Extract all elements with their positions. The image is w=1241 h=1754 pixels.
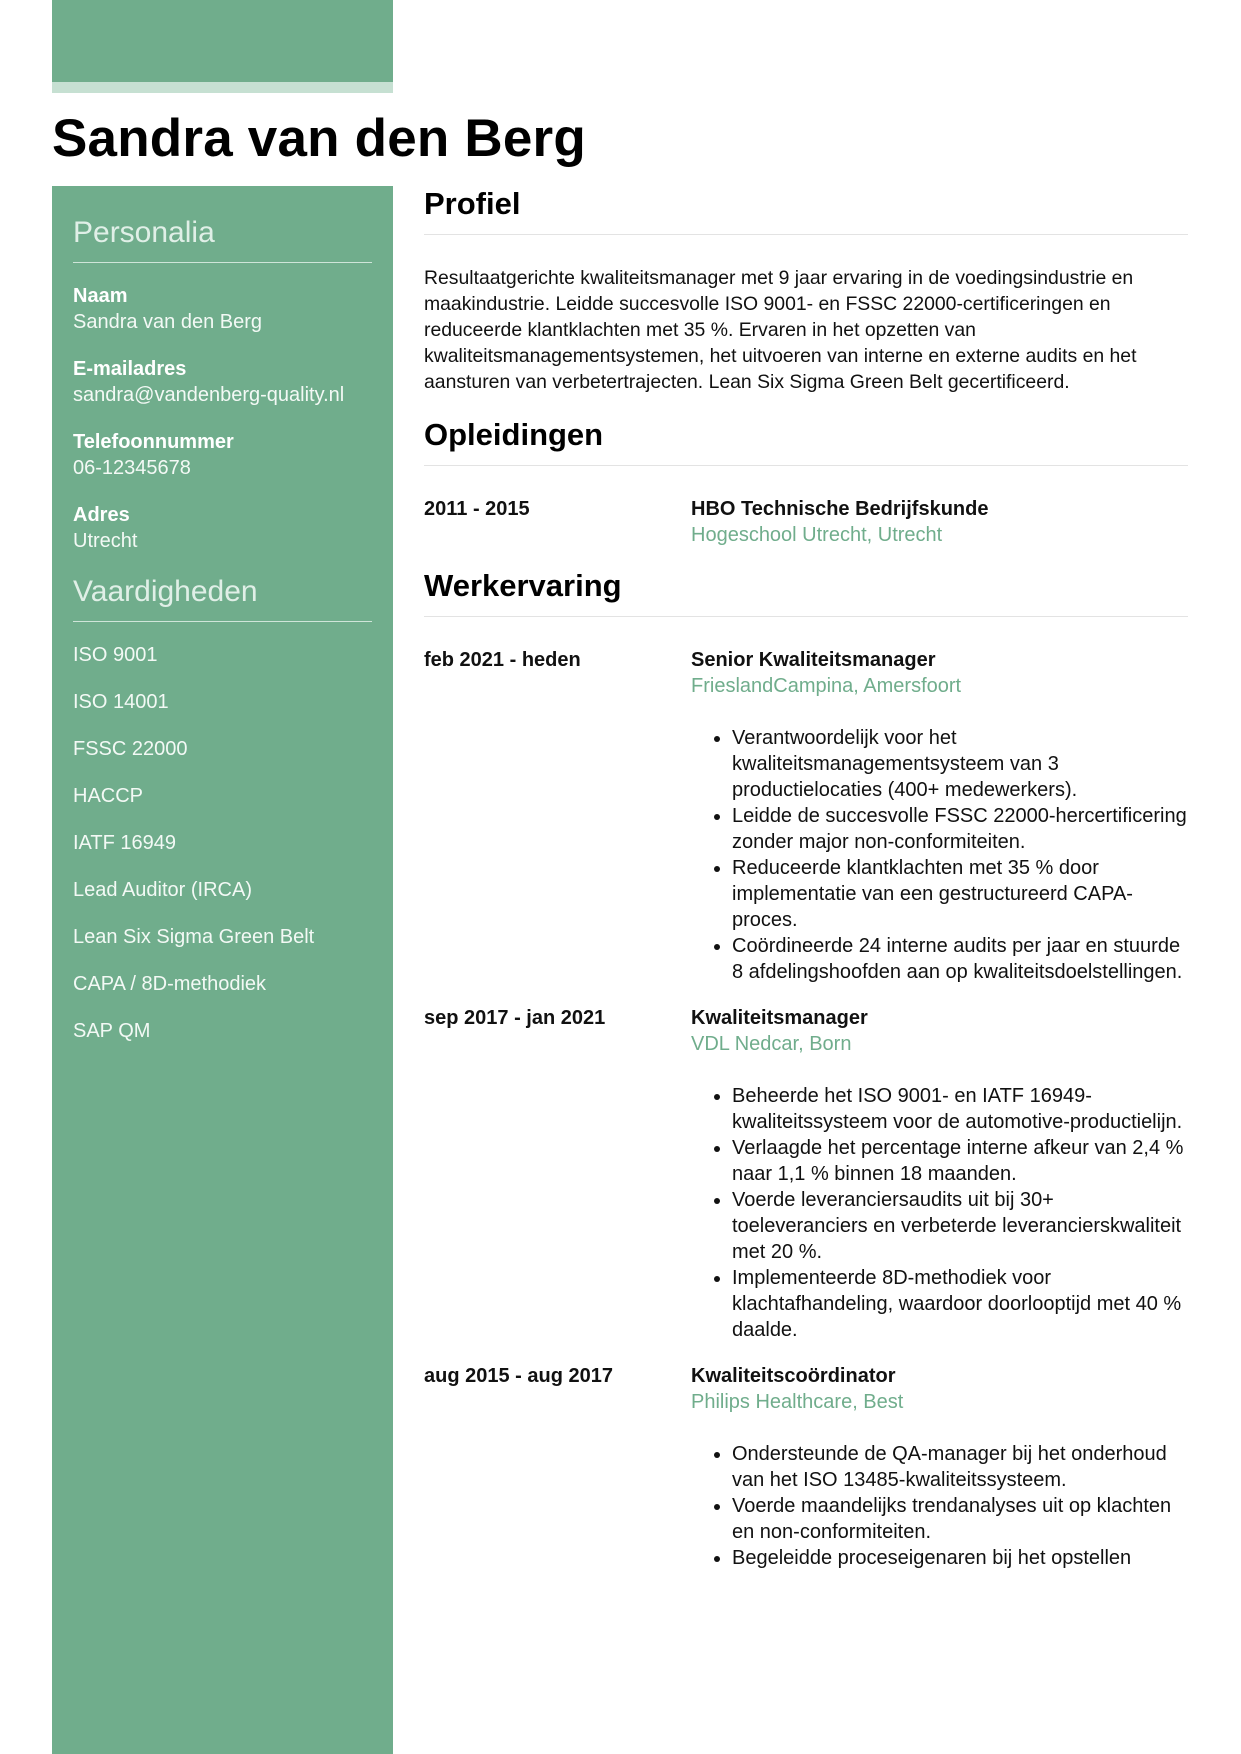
skill-item: IATF 16949 (73, 832, 177, 854)
bullet-list (691, 1441, 1188, 1571)
personalia-heading: Personalia (73, 216, 215, 249)
skill-item: Lead Auditor (IRCA) (73, 879, 252, 901)
skill-item: CAPA / 8D-methodiek (73, 973, 267, 995)
divider (73, 621, 372, 622)
profile-text: Resultaatgerichte kwaliteitsmanager met 9 jaar ervaring in de voedingsindustrie en maakindustrie. Leidde succesvolle ISO 9001- en FSSC 22000-certificeringen en reduceerde klantklachten met 35 %. Ervaren in het opzetten van kwaliteitsmanagementsystemen, het uitvoeren van interne en externe audits en het aansturen van verbetertrajecten. Lean Six Sigma Green Belt gecertificeerd. (424, 267, 1137, 393)
bullet-item: • Verantwoordelijk voor het kwaliteitsmanagementsysteem van 3 productielocaties (400+ medewerkers). (732, 725, 1188, 803)
skill-item: Lean Six Sigma Green Belt (73, 926, 315, 948)
entry-title: Kwaliteitsmanager (691, 1007, 868, 1029)
entry-org: Hogeschool Utrecht, Utrecht (691, 524, 943, 546)
divider (424, 234, 1188, 235)
entry-date: sep 2017 - jan 2021 (424, 1007, 606, 1029)
sidebar (52, 186, 393, 1754)
section-title: Werkervaring (424, 568, 622, 603)
bullet-item: • Beheerde het ISO 9001- en IATF 16949-kwaliteitssysteem voor de automotive-productielijn. (732, 1083, 1188, 1135)
entry-date: 2011 - 2015 (424, 498, 530, 520)
entry-date: feb 2021 - heden (424, 649, 581, 671)
entry-title: HBO Technische Bedrijfskunde (691, 498, 989, 520)
skill-item: SAP QM (73, 1020, 151, 1042)
main-content (424, 186, 1188, 1591)
experience-entry (424, 1005, 1188, 1343)
bullet-item: • Ondersteunde de QA-manager bij het onderhoud van het ISO 13485-kwaliteitssysteem. (732, 1441, 1188, 1493)
entry-org: VDL Nedcar, Born (691, 1033, 852, 1055)
bullet-item: • Verlaagde het percentage interne afkeur van 2,4 % naar 1,1 % binnen 18 maanden. (732, 1135, 1188, 1187)
entry-title: Senior Kwaliteitsmanager (691, 649, 936, 671)
cv-name: Sandra van den Berg (52, 109, 586, 168)
skill-item: HACCP (73, 785, 144, 807)
bullet-item: • Coördineerde 24 interne audits per jaar en stuurde 8 afdelingshoofden aan op kwaliteitsdoelstellingen. (732, 933, 1188, 985)
experience-entry (424, 1363, 1188, 1571)
bullet-list (691, 725, 1188, 985)
skill-item: ISO 9001 (73, 644, 158, 666)
personal-label: Naam (73, 285, 128, 307)
skill-item: FSSC 22000 (73, 738, 188, 760)
profile-section (424, 186, 1188, 395)
entry-org: FrieslandCampina, Amersfoort (691, 675, 962, 697)
personal-value: sandra@vandenberg-quality.nl (73, 384, 345, 406)
header-accent-block (52, 0, 393, 82)
divider (73, 262, 372, 263)
experience-entry (424, 647, 1188, 985)
bullet-list (691, 1083, 1188, 1343)
bullet-item: • Voerde maandelijks trendanalyses uit op klachten en non-conformiteiten. (732, 1493, 1188, 1545)
experience-section (424, 568, 1188, 1571)
personal-label: Adres (73, 504, 130, 526)
divider (424, 616, 1188, 617)
skill-item: ISO 14001 (73, 691, 169, 713)
bullet-item: • Implementeerde 8D-methodiek voor klachtafhandeling, waardoor doorlooptijd met 40 % daalde. (732, 1265, 1188, 1343)
personal-item-name (73, 283, 372, 335)
bullet-item: • Begeleidde proceseigenaren bij het opstellen (732, 1545, 1188, 1571)
personal-value: Utrecht (73, 530, 138, 552)
section-title: Opleidingen (424, 417, 604, 452)
entry-title: Kwaliteitscoördinator (691, 1365, 896, 1387)
personal-label: Telefoonnummer (73, 431, 234, 453)
entry-org: Philips Healthcare, Best (691, 1391, 904, 1413)
bullet-item: • Reduceerde klantklachten met 35 % door implementatie van een gestructureerd CAPA-proces. (732, 855, 1188, 933)
education-section (424, 417, 1188, 548)
personal-item-address (73, 502, 372, 554)
bullet-item: • Voerde leveranciersaudits uit bij 30+ toeleveranciers en verbeterde leverancierskwaliteit met 20 %. (732, 1187, 1188, 1265)
personal-label: E-mailadres (73, 358, 187, 380)
skills-heading: Vaardigheden (73, 575, 258, 608)
education-entry (424, 496, 1188, 548)
entry-date: aug 2015 - aug 2017 (424, 1365, 613, 1387)
personal-value: Sandra van den Berg (73, 311, 263, 333)
personal-item-email (73, 356, 372, 408)
divider (424, 465, 1188, 466)
section-title: Profiel (424, 186, 521, 221)
bullet-item: • Leidde de succesvolle FSSC 22000-hercertificering zonder major non-conformiteiten. (732, 803, 1188, 855)
personal-value: 06-12345678 (73, 457, 191, 479)
header-accent-strip (52, 82, 393, 93)
personal-item-phone (73, 429, 372, 481)
